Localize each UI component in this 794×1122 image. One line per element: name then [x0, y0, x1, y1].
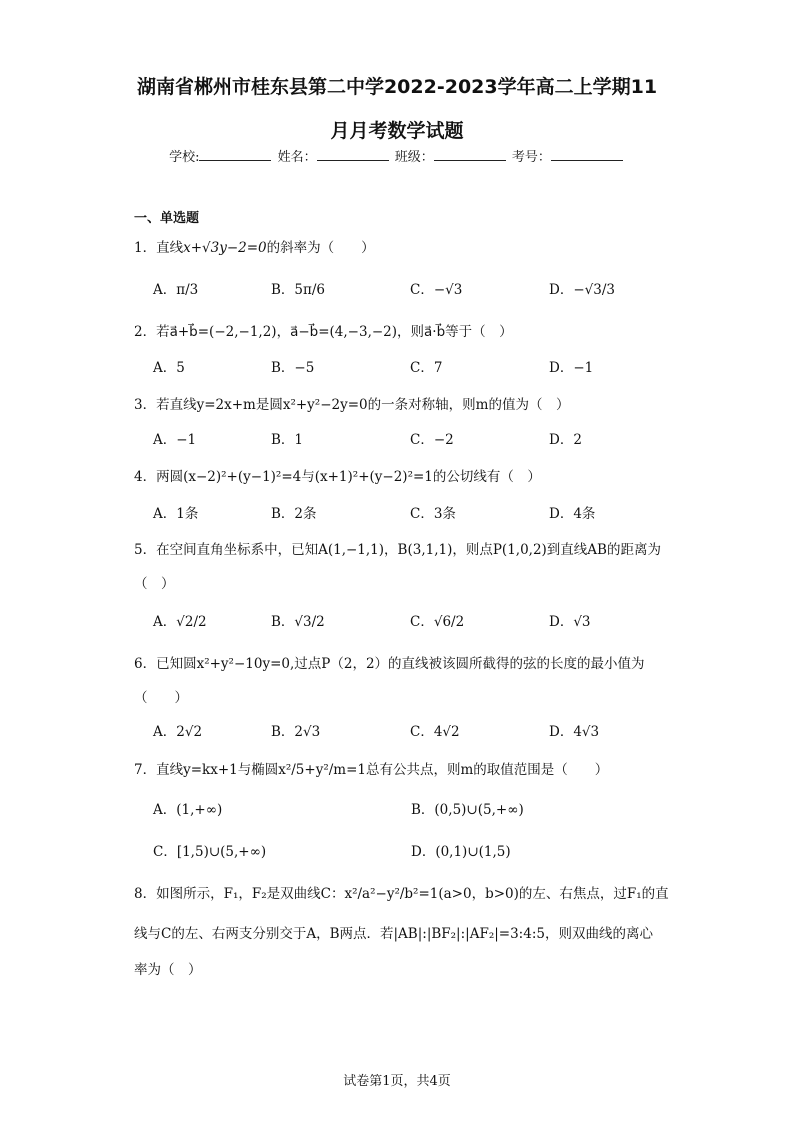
section-title: 一、单选题 — [134, 211, 200, 226]
q2-option-d[interactable]: D．−1 — [549, 360, 594, 376]
question-8-line3: 率为（ ） — [134, 962, 202, 978]
q6-option-a[interactable]: A．2√2 — [153, 724, 203, 740]
q1-option-d[interactable]: D．−√3/3 — [549, 282, 615, 298]
question-3 — [134, 395, 569, 415]
q7-option-b[interactable]: B．(0,5)∪(5,+∞) — [411, 802, 524, 818]
option-value: √3 — [573, 614, 591, 630]
q7-option-d[interactable]: D．(0,1)∪(1,5) — [411, 844, 511, 860]
exam-title-line1: 湖南省郴州市桂东县第二中学2022-2023学年高二上学期11 — [136, 76, 658, 98]
option-value: π/3 — [176, 282, 199, 298]
q1-option-c[interactable]: C．−√3 — [410, 282, 463, 298]
q2-option-a[interactable]: A．5 — [153, 360, 185, 376]
name-blank[interactable] — [317, 148, 389, 161]
school-blank[interactable] — [199, 148, 271, 161]
q7-option-a[interactable]: A．(1,+∞) — [153, 802, 223, 818]
option-value: √2/2 — [176, 614, 207, 630]
question-5-paren: （ ） — [134, 576, 175, 592]
option-value: 2√2 — [176, 724, 203, 740]
q4-option-c[interactable]: C．3条 — [410, 506, 456, 522]
school-label: 学校: — [169, 150, 200, 165]
name-label: 姓名： — [277, 150, 317, 165]
q3-option-c[interactable]: C．−2 — [410, 432, 454, 448]
q5-option-c[interactable]: C．√6/2 — [410, 614, 465, 630]
number-blank[interactable] — [551, 148, 623, 161]
question-number: 7． — [134, 762, 157, 778]
question-text: 直线 — [156, 240, 184, 256]
q3-option-b[interactable]: B．1 — [271, 432, 304, 448]
question-2 — [134, 322, 513, 342]
q6-option-c[interactable]: C．4√2 — [410, 724, 460, 740]
question-4 — [134, 467, 541, 487]
option-value: 4√2 — [433, 724, 460, 740]
question-8 — [134, 884, 669, 904]
class-label: 班级： — [394, 150, 434, 165]
question-7 — [134, 760, 608, 780]
exam-title-line2: 月月考数学试题 — [330, 120, 464, 142]
question-number: 5． — [134, 542, 157, 558]
question-text: 的斜率为（ ） — [266, 240, 375, 256]
question-formula: x+√3y−2=0 — [183, 240, 267, 256]
option-value: √3/2 — [294, 614, 325, 630]
question-number: 2． — [134, 324, 157, 340]
q4-option-b[interactable]: B．2条 — [271, 506, 317, 522]
question-text: 在空间直角坐标系中，已知A(1,−1,1)，B(3,1,1)，则点P(1,0,2)到直线AB的距离为 — [156, 542, 661, 558]
option-value: 4√3 — [573, 724, 600, 740]
q4-option-d[interactable]: D．4条 — [549, 506, 596, 522]
question-number: 1． — [134, 240, 157, 256]
q6-option-b[interactable]: B．2√3 — [271, 724, 321, 740]
question-text: 直线y=kx+1与椭圆x²/5+y²/m=1总有公共点，则m的取值范围是（ ） — [156, 762, 609, 778]
q2-option-b[interactable]: B．−5 — [271, 360, 315, 376]
question-5 — [134, 540, 661, 560]
q6-option-d[interactable]: D．4√3 — [549, 724, 600, 740]
q1-option-a[interactable]: A．π/3 — [153, 282, 199, 298]
q5-option-a[interactable]: A．√2/2 — [153, 614, 207, 630]
q4-option-a[interactable]: A．1条 — [153, 506, 199, 522]
q5-option-d[interactable]: D．√3 — [549, 614, 591, 630]
option-value: 2√3 — [294, 724, 321, 740]
option-value: √6/2 — [433, 614, 465, 630]
question-number: 8． — [134, 886, 157, 902]
question-text: 若a⃗+b⃗=(−2,−1,2)，a⃗−b⃗=(4,−3,−2)，则a⃗·b⃗等于（ ） — [156, 324, 513, 340]
question-6 — [134, 654, 645, 674]
option-value: 5π/6 — [294, 282, 326, 298]
q1-option-b[interactable]: B．5π/6 — [271, 282, 326, 298]
question-1 — [134, 238, 375, 258]
q3-option-a[interactable]: A．−1 — [153, 432, 197, 448]
q3-option-d[interactable]: D．2 — [549, 432, 582, 448]
student-info-row — [0, 146, 794, 165]
question-number: 6． — [134, 656, 157, 672]
number-label: 考号： — [511, 150, 551, 165]
class-blank[interactable] — [434, 148, 506, 161]
q5-option-b[interactable]: B．√3/2 — [271, 614, 325, 630]
page-footer: 试卷第1页，共4页 — [343, 1074, 451, 1089]
question-text: 若直线y=2x+m是圆x²+y²−2y=0的一条对称轴，则m的值为（ ） — [156, 397, 570, 413]
question-text: 两圆(x−2)²+(y−1)²=4与(x+1)²+(y−2)²=1的公切线有（ ） — [156, 469, 541, 485]
question-number: 3． — [134, 397, 157, 413]
option-value: −√3/3 — [573, 282, 615, 298]
option-value: −√3 — [433, 282, 463, 298]
question-text: 如图所示，F₁，F₂是双曲线C：x²/a²−y²/b²=1(a>0，b>0)的左、右焦点，过F₁的直 — [156, 886, 669, 902]
q2-option-c[interactable]: C．7 — [410, 360, 443, 376]
question-number: 4． — [134, 469, 157, 485]
question-6-paren: （ ） — [134, 690, 188, 706]
question-8-line2: 线与C的左、右两支分别交于A，B两点．若|AB|:|BF₂|:|AF₂|=3:4:5，则双曲线的离心 — [134, 926, 653, 942]
question-text: 已知圆x²+y²−10y=0,过点P（2，2）的直线被该圆所截得的弦的长度的最小值为 — [156, 656, 645, 672]
q7-option-c[interactable]: C．[1,5)∪(5,+∞) — [153, 844, 267, 860]
